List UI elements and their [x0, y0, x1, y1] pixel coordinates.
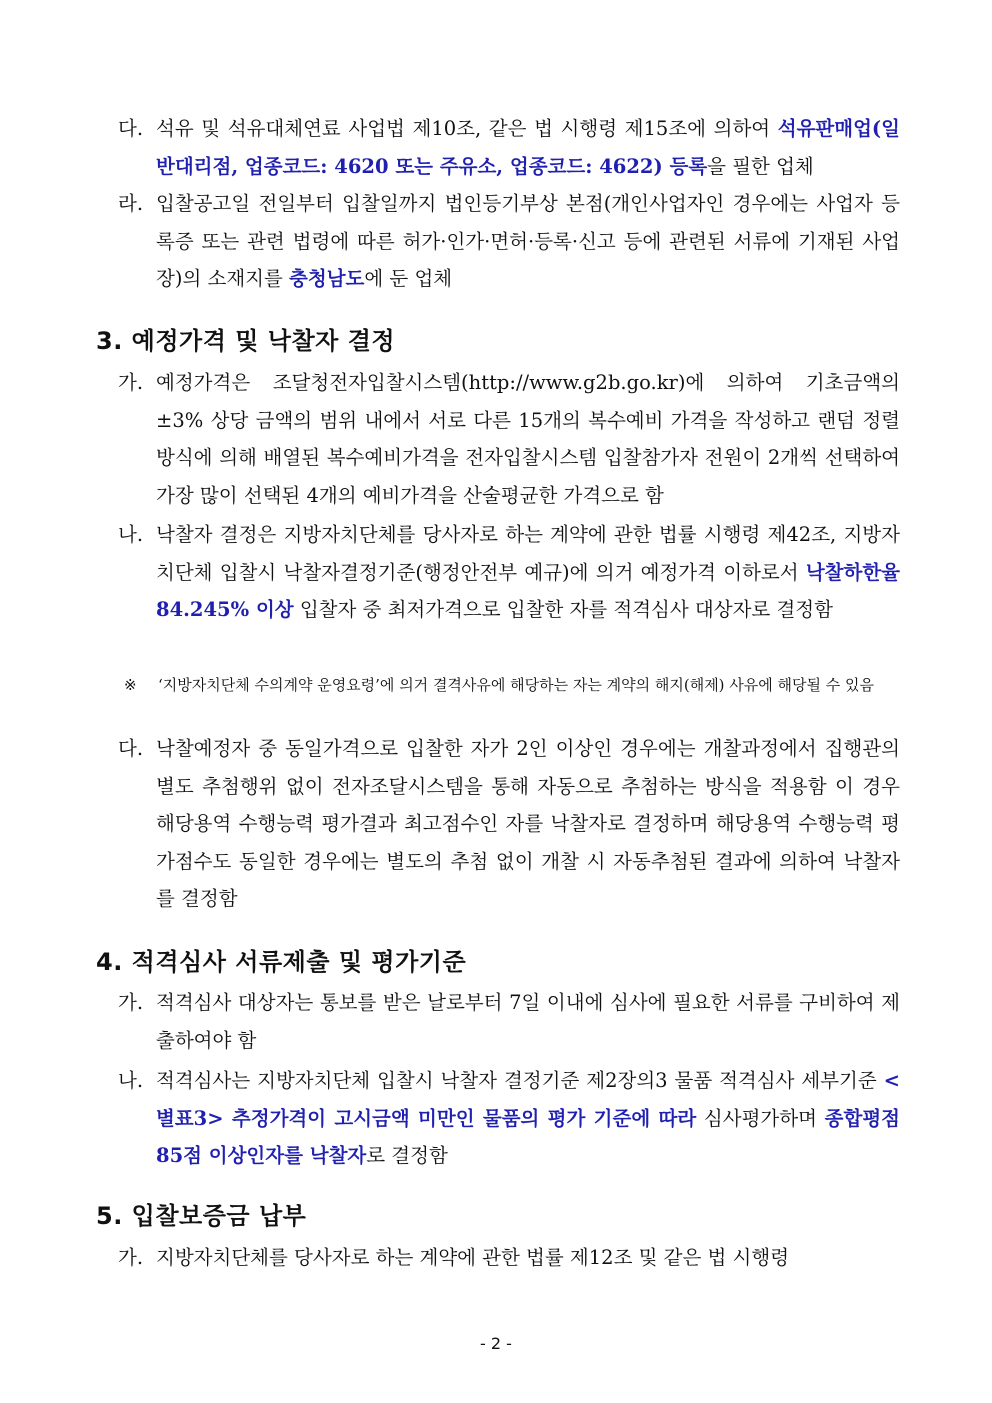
highlight-text: 종합평점 85점 이상인자를 낙찰자: [156, 1106, 900, 1167]
section4-item-ga: [118, 984, 900, 1059]
highlight-text: <별표3> 추정가격이 고시금액 미만인 물품의 평가 기준에 따라: [156, 1069, 900, 1130]
item-text: 적격심사는 지방자치단체 입찰시 낙찰자 결정기준 제2장의3 물품 적격심사 세부기준 <별표3> 추정가격이 고시금액 미만인 물품의 평가 기준에 따라 심사평가하며 종합평점 85점 이상인자를 낙찰자로 결정함: [156, 1069, 900, 1167]
highlight-text: 충청남도: [289, 267, 365, 290]
item-marker: 나.: [118, 523, 144, 546]
item-text: 지방자치단체를 당사자로 하는 계약에 관한 법률 제12조 및 같은 법 시행령: [156, 1246, 790, 1269]
item-marker: 나.: [118, 1069, 144, 1092]
section3-item-ga: [118, 364, 900, 514]
item-marker: 다.: [118, 737, 144, 760]
item-marker: 가.: [118, 371, 144, 394]
highlight-text: 낙찰하한율 84.245% 이상: [156, 560, 900, 621]
item-marker: 라.: [118, 192, 144, 215]
section4-heading: 4. 적격심사 서류제출 및 평가기준: [96, 948, 467, 976]
note-marker: ※: [124, 676, 137, 694]
section3-note: [120, 670, 900, 700]
section5-heading: 5. 입찰보증금 납부: [96, 1202, 307, 1230]
section3-item-na: [118, 516, 900, 629]
item-marker: 가.: [118, 1246, 144, 1269]
section5-item-ga: [118, 1239, 900, 1277]
section4-item-na: [118, 1062, 900, 1175]
item-text: 적격심사 대상자는 통보를 받은 날로부터 7일 이내에 심사에 필요한 서류를 구비하여 제출하여야 함: [156, 991, 900, 1052]
item-text: 예정가격은 조달청전자입찰시스템(http://www.g2b.go.kr)에 의하여 기초금액의 ±3% 상당 금액의 범위 내에서 서로 다른 15개의 복수예비 가격을 작성하고 랜덤 정렬방식에 의해 배열된 복수예비가격을 전자입찰시스템 입찰참가자 전원이 2개씩 선택하여 가장 많이 선택된 4개의 예비가격을 산술평균한 가격으로 함: [156, 371, 900, 507]
section3-heading: 3. 예정가격 및 낙찰자 결정: [96, 327, 396, 355]
highlight-text: 석유판매업(일반대리점, 업종코드: 4620 또는 주유소, 업종코드: 4622) 등록: [156, 117, 900, 178]
section2-item-ra: [118, 185, 900, 298]
item-marker: 다.: [118, 117, 144, 140]
section3-item-da: [118, 730, 900, 918]
item-text: 낙찰자 결정은 지방자치단체를 당사자로 하는 계약에 관한 법률 시행령 제42조, 지방자치단체 입찰시 낙찰자결정기준(행정안전부 예규)에 의거 예정가격 이하로서 낙찰하한율 84.245% 이상 입찰자 중 최저가격으로 입찰한 자를 적격심사 대상자로 결정함: [156, 523, 900, 621]
item-text: 낙찰예정자 중 동일가격으로 입찰한 자가 2인 이상인 경우에는 개찰과정에서 집행관의 별도 추첨행위 없이 전자조달시스템을 통해 자동으로 추첨하는 방식을 적용함 이 경우 해당용역 수행능력 평가결과 최고점수인 자를 낙찰자로 결정하며 해당용역 수행능력 평가점수도 동일한 경우에는 별도의 추첨 없이 개찰 시 자동추첨된 결과에 의하여 낙찰자를 결정함: [156, 737, 900, 910]
item-marker: 가.: [118, 991, 144, 1014]
item-text: 석유 및 석유대체연료 사업법 제10조, 같은 법 시행령 제15조에 의하여 석유판매업(일반대리점, 업종코드: 4620 또는 주유소, 업종코드: 4622) 등록을 필한 업체: [156, 117, 900, 178]
section2-item-da: [118, 110, 900, 185]
page-number: - 2 -: [480, 1334, 512, 1353]
item-text: 입찰공고일 전일부터 입찰일까지 법인등기부상 본점(개인사업자인 경우에는 사업자 등록증 또는 관련 법령에 따른 허가·인가·면허·등록·신고 등에 관련된 서류에 기재된 사업장)의 소재지를 충청남도에 둔 업체: [156, 192, 900, 290]
note-text: ‘지방자치단체 수의계약 운영요령’에 의거 결격사유에 해당하는 자는 계약의 해지(해제) 사유에 해당될 수 있음: [158, 676, 875, 694]
